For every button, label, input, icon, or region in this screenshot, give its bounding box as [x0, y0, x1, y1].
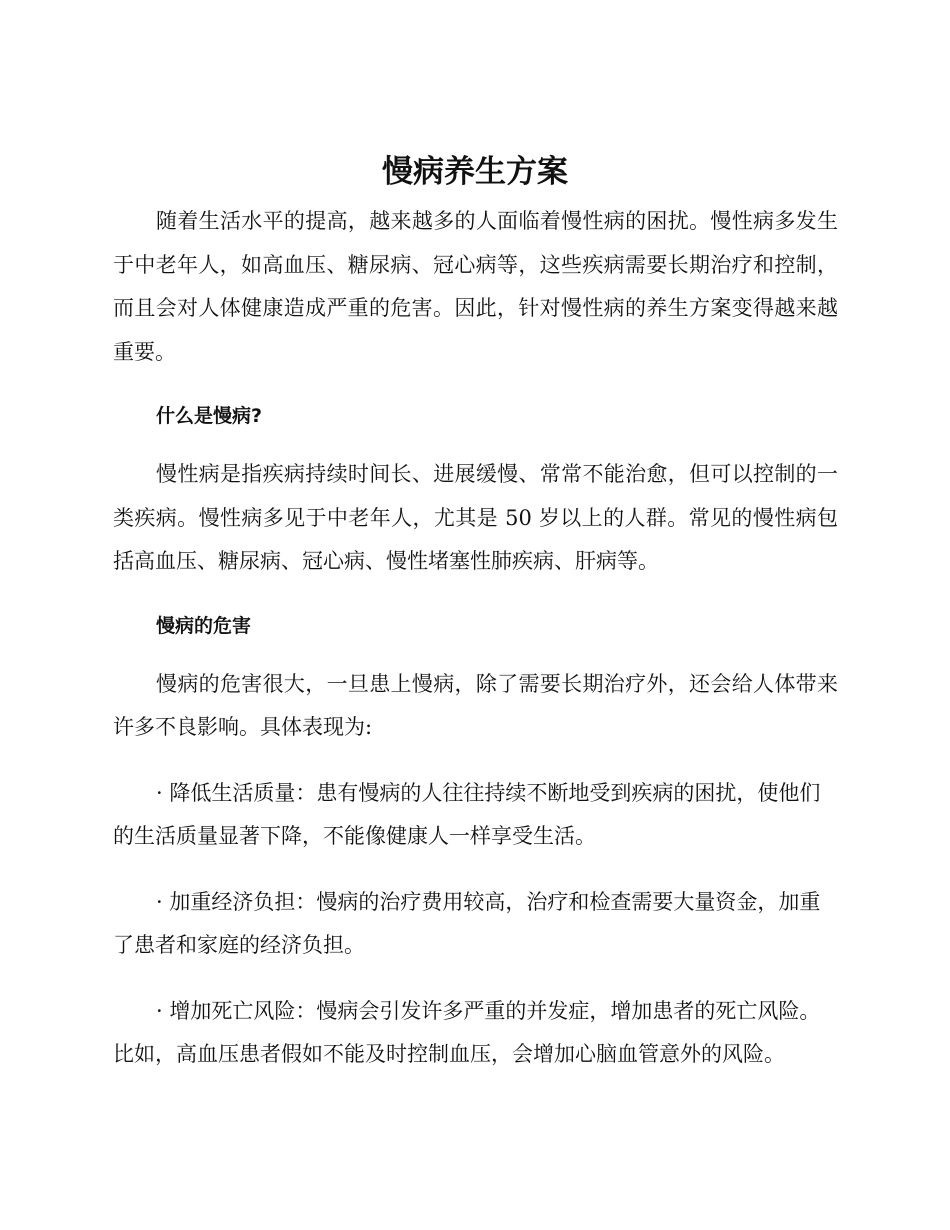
- list-item: · 降低生活质量：患有慢病的人往往持续不断地受到疾病的困扰，使他们的生活质量显著下降，不能像健康人一样享受生活。: [113, 780, 821, 848]
- section-heading-what-is: 什么是慢病?: [156, 405, 263, 427]
- document-body: [113, 200, 838, 1077]
- section-heading-harms: 慢病的危害: [156, 614, 252, 637]
- document-title: 慢病养生方案: [382, 154, 568, 190]
- section-paragraph-harms: 慢病的危害很大，一旦患上慢病，除了需要长期治疗外，还会给人体带来许多不良影响。具体表现为:: [113, 671, 838, 739]
- section-paragraph-what-is: 慢性病是指疾病持续时间长、进展缓慢、常常不能治愈，但可以控制的一类疾病。慢性病多见于中老年人，尤其是 50 岁以上的人群。常见的慢性病包括高血压、糖尿病、冠心病、慢性堵塞性肺疾病、肝病等。: [113, 462, 838, 573]
- list-item: · 增加死亡风险：慢病会引发许多严重的并发症，增加患者的死亡风险。比如，高血压患者假如不能及时控制血压，会增加心脑血管意外的风险。: [113, 998, 821, 1066]
- intro-paragraph: 随着生活水平的提高，越来越多的人面临着慢性病的困扰。慢性病多发生于中老年人，如高血压、糖尿病、冠心病等，这些疾病需要长期治疗和控制，而且会对人体健康造成严重的危害。因此，针对慢性病的养生方案变得越来越重要。: [113, 209, 838, 364]
- list-item: · 加重经济负担：慢病的治疗费用较高，治疗和检查需要大量资金，加重了患者和家庭的经济负担。: [113, 889, 821, 957]
